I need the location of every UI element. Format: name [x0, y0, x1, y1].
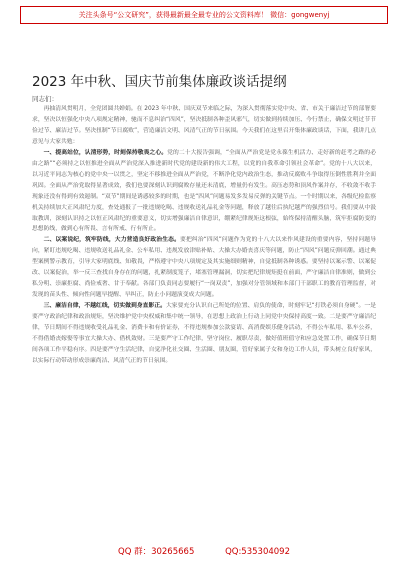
qq-contact-text: QQ:535304092 — [225, 547, 290, 557]
paragraph-text: 再抽清风贯明月，全党团圆共婵娟。在 2023 年中秋、国庆双节来临之际，为深入贯彻落实党中央、省、市关于廉洁过节的部署要求，坚决以恒强化中央八项规定精神，驰而不息纠治“四风”，坚决抵制各种歪风邪气，切实做到持续加压、今行禁止，确保文明过节节俭过节、廉洁过节。坚决扭制“节日腐败”，营造廉洁文明、风清气正的节日氛围。今天我们在这里召开集体廉政谈话，下面，我讲几点意见与大家共勉： — [32, 106, 376, 145]
section-heading: 三、廉洁自律，不越红线，切实做到身直影正。 — [43, 303, 166, 310]
promo-banner: 关注头条号“公文研究”，获得最新最全最专业的公文资料库！ 微信：gongwenyj — [20, 6, 388, 24]
paragraph-text: 大家要充分认识自己所处的位置、肩负的使命，时刻牢记“打铁必须自身硬”。一是要严守政治纪律和政治规矩，坚决维护党中央权威和集中统一领导，在思想上政治上行动上同党中央保持高度一致。二是要严守廉洁纪律，节日期间不得违规收受礼品礼金、消费卡和有价证券，不得违规参加公款宴请、高消费娱乐健身活动，不得公车私用、私车公养，不得借婚丧嫁娶等事宜大操大办、借机敛财。三是要严守工作纪律，坚守岗位、履职尽责，做好值班值守和应急处置工作，确保节日期间各项工作平稳有序。四是要严守生活纪律，自觉净化社交圈、生活圈、朋友圈，管好家属子女和身边工作人员，带头树立良好家风，以实际行动带动形成崇廉尚洁、风清气正的节日氛围。 — [32, 303, 376, 364]
paragraph-intro — [32, 104, 376, 148]
salutation: 同志们： — [32, 95, 58, 103]
section-heading: 一、提高站位，认清形势，时刻保持敬畏之心。 — [43, 149, 168, 156]
section-heading: 二、以案说纪，筑牢防线，大力营造良好政治生态。 — [43, 237, 181, 244]
qq-group-text: QQ 群：30265665 — [118, 547, 195, 557]
contact-footer — [0, 545, 408, 563]
paragraph-section-1 — [32, 148, 376, 236]
paragraph-text: 要把纠治“四风”问题作为党的十八大以来作风建设的重要内容，坚持问题导向，紧盯违规吃喝、违规收送礼品礼金、公车私用、违规发放津贴补贴、大操大办婚丧喜庆等问题，防止“四风”问题反弹回潮。通过典型案例警示教育，引导大家明底线、知敬畏，严格遵守中央八项规定及其实施细则精神，自觉抵制各种诱惑。要坚持以案示警、以案促改、以案促治，举一反三查找自身存在的问题，扎紧制度笼子，堵塞管理漏洞，切实把纪律规矩挺在前面，严守廉洁自律准则，做到公私分明、崇廉拒腐、尚俭戒奢、甘于奉献。各部门负责同志要履行“一岗双责”，加强对分管领域和本部门干部职工的教育管理监督，对发现的苗头性、倾向性问题早提醒、早纠正，防止小问题演变成大问题。 — [32, 237, 376, 299]
paragraph-text: 党的二十大报告强调，“全面从严治党是党永葆生机活力、走好新的赶考之路的必由之路”“必须持之以恒推进全面从严治党深入推进新时代党的建设新的伟大工程，以党的自我革命引领社会革命”。党的十八大以来，以习近平同志为核心的党中央一以贯之，坚定不移推进全面从严治党，不断净化党内政治生态，推动反腐败斗争取得压倒性胜利并全面巩固。全面从严治党取得显著成效，我们也要深刻认识到腐败存量还未清底，增量仍有发生。高压态势和顶风作案并存，不收敛不收手现象还没有得到有效遏制。“双节”期间是诱惑较多的时期，也是“四风”问题易发多发易反弹的关键节点。一个时期以来，各级纪检监察机关持续加大正风肃纪力度，查处通报了一批违规吃喝、违规收送礼品礼金等问题，释放了越往后执纪越严的强烈信号。我们要从中汲取教训，深刻认识持之以恒正风肃纪的重要意义，切实增强廉洁自律意识，绷紧纪律规矩这根弦，始终保持清醒头脑，筑牢拒腐防变的思想防线，做到心有所畏、言有所戒、行有所止。 — [32, 149, 376, 233]
document-body — [32, 104, 376, 542]
document-title: 2023 年中秋、国庆节前集体廉政谈话提纲 — [32, 74, 287, 90]
paragraph-section-3 — [32, 301, 376, 367]
paragraph-section-2 — [32, 235, 376, 301]
